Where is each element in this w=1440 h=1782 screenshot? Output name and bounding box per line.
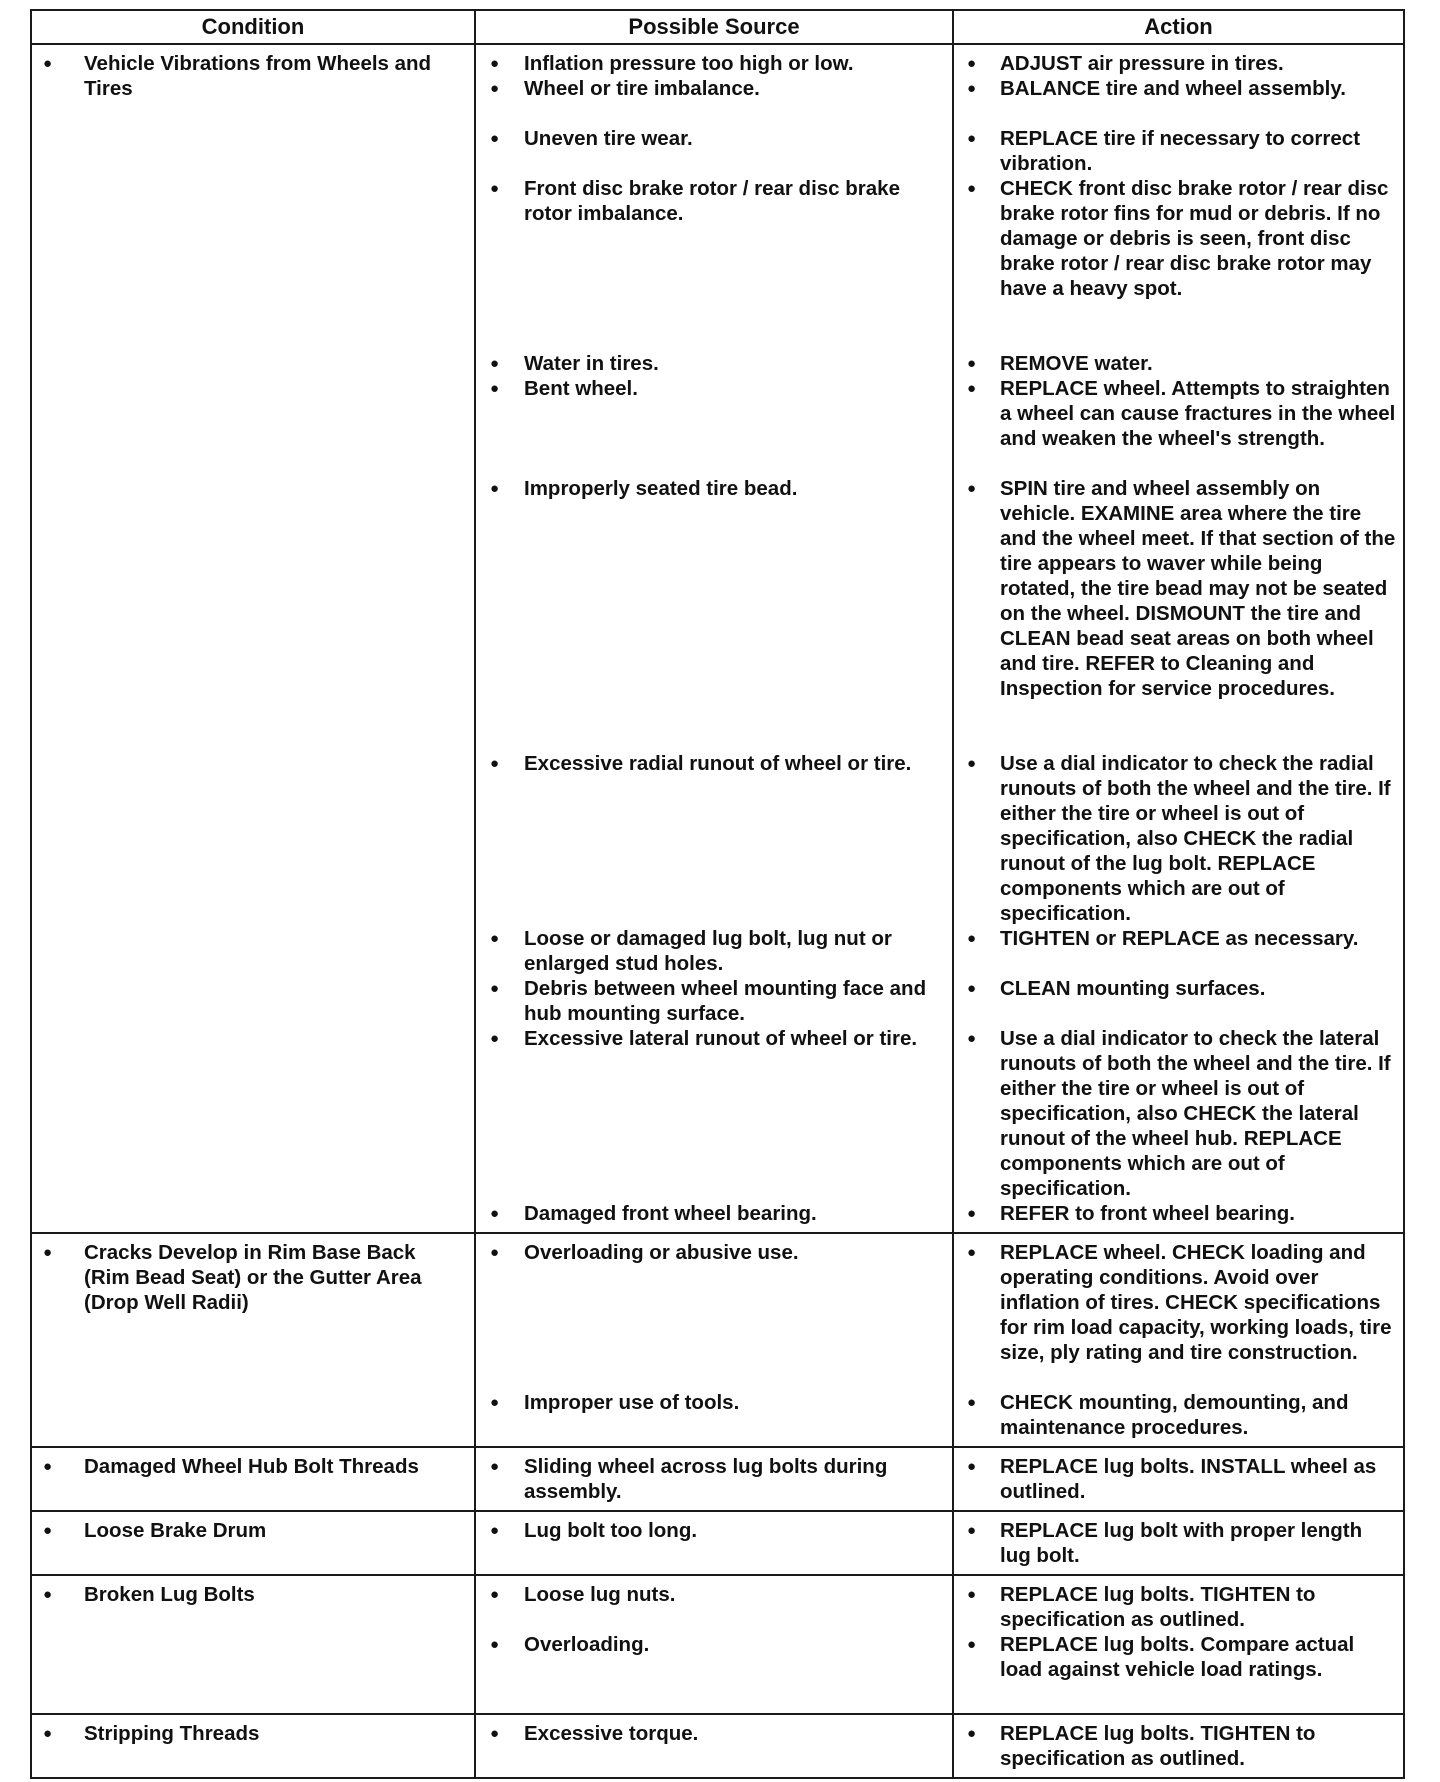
source-cell: [475, 44, 953, 1233]
condition-cell: [31, 1511, 475, 1575]
source-cell: [475, 1714, 953, 1778]
action-item: ● CLEAN mounting surfaces.: [954, 976, 1403, 1026]
table-row: [31, 1575, 1404, 1714]
action-cell: [953, 44, 1404, 1233]
source-cell: [475, 1511, 953, 1575]
condition-cell: [31, 1575, 475, 1714]
header-row: [31, 10, 1404, 44]
condition-cell: [31, 1714, 475, 1778]
table-row: [31, 1447, 1404, 1511]
source-item: ● Front disc brake rotor / rear disc brake rotor imbalance.: [476, 176, 952, 351]
source-item: ● Loose lug nuts.: [476, 1582, 952, 1632]
action-item: ● REPLACE wheel. Attempts to straighten a wheel can cause fractures in the wheel and weaken the wheel's strength.: [954, 376, 1403, 476]
source-item: ● Wheel or tire imbalance.: [476, 76, 952, 126]
action-cell: [953, 1511, 1404, 1575]
action-cell: [953, 1575, 1404, 1714]
source-item: ● Water in tires.: [476, 351, 952, 376]
action-item: ● REPLACE lug bolts. INSTALL wheel as outlined.: [954, 1454, 1403, 1504]
table-row: [31, 44, 1404, 1233]
source-item: ● Sliding wheel across lug bolts during assembly.: [476, 1454, 952, 1504]
action-item: ● CHECK mounting, demounting, and maintenance procedures.: [954, 1390, 1403, 1440]
condition-text: ● Loose Brake Drum: [32, 1518, 474, 1543]
header-condition: Condition: [31, 10, 475, 44]
source-item: ● Overloading.: [476, 1632, 952, 1707]
source-item: ● Uneven tire wear.: [476, 126, 952, 176]
action-item: ● REPLACE tire if necessary to correct vibration.: [954, 126, 1403, 176]
condition-text: ● Broken Lug Bolts: [32, 1582, 474, 1607]
action-cell: [953, 1447, 1404, 1511]
action-item: ● CHECK front disc brake rotor / rear disc brake rotor fins for mud or debris. If no damage or debris is seen, front disc brake rotor / rear disc brake rotor may have a heavy spot.: [954, 176, 1403, 351]
action-item: ● Use a dial indicator to check the radial runouts of both the wheel and the tire. If either the tire or wheel is out of specification, also CHECK the radial runout of the lug bolt. REPLACE components which are out of specification.: [954, 751, 1403, 926]
action-item: ● REPLACE lug bolt with proper length lug bolt.: [954, 1518, 1403, 1568]
condition-text: ● Damaged Wheel Hub Bolt Threads: [32, 1454, 474, 1479]
source-item: ● Excessive torque.: [476, 1721, 952, 1771]
source-item: ● Overloading or abusive use.: [476, 1240, 952, 1390]
diagnosis-table: [30, 9, 1405, 1779]
action-item: ● REPLACE lug bolts. TIGHTEN to specification as outlined.: [954, 1721, 1403, 1771]
condition-cell: [31, 1447, 475, 1511]
action-item: ● REPLACE wheel. CHECK loading and operating conditions. Avoid over inflation of tires. CHECK specifications for rim load capacity, working loads, tire size, ply rating and tire construction.: [954, 1240, 1403, 1390]
diagnosis-chart: [30, 9, 1403, 1779]
table-row: [31, 1714, 1404, 1778]
action-item: ● TIGHTEN or REPLACE as necessary.: [954, 926, 1403, 976]
source-item: ● Excessive lateral runout of wheel or tire.: [476, 1026, 952, 1201]
action-item: ● REMOVE water.: [954, 351, 1403, 376]
condition-cell: [31, 44, 475, 1233]
source-item: ● Improper use of tools.: [476, 1390, 952, 1440]
action-item: ● REFER to front wheel bearing.: [954, 1201, 1403, 1226]
source-item: ● Improperly seated tire bead.: [476, 476, 952, 751]
action-item: ● ADJUST air pressure in tires.: [954, 51, 1403, 76]
source-item: ● Debris between wheel mounting face and hub mounting surface.: [476, 976, 952, 1026]
condition-text: ● Stripping Threads: [32, 1721, 474, 1746]
source-item: ● Lug bolt too long.: [476, 1518, 952, 1568]
source-cell: [475, 1447, 953, 1511]
action-item: ● Use a dial indicator to check the lateral runouts of both the wheel and the tire. If either the tire or wheel is out of specification, also CHECK the lateral runout of the wheel hub. REPLACE components which are out of specification.: [954, 1026, 1403, 1201]
source-item: ● Excessive radial runout of wheel or tire.: [476, 751, 952, 926]
condition-text: ● Vehicle Vibrations from Wheels and Tires: [32, 51, 474, 101]
source-item: ● Bent wheel.: [476, 376, 952, 476]
condition-text: ● Cracks Develop in Rim Base Back (Rim Bead Seat) or the Gutter Area (Drop Well Radii): [32, 1240, 474, 1315]
source-item: ● Loose or damaged lug bolt, lug nut or enlarged stud holes.: [476, 926, 952, 976]
table-row: [31, 1511, 1404, 1575]
table-row: [31, 1233, 1404, 1447]
action-item: ● SPIN tire and wheel assembly on vehicle. EXAMINE area where the tire and the wheel meet. If that section of the tire appears to waver while being rotated, the tire bead may not be seated on the wheel. DISMOUNT the tire and CLEAN bead seat areas on both wheel and tire. REFER to Cleaning and Inspection for service procedures.: [954, 476, 1403, 751]
action-cell: [953, 1714, 1404, 1778]
source-cell: [475, 1575, 953, 1714]
source-item: ● Damaged front wheel bearing.: [476, 1201, 952, 1226]
action-item: ● BALANCE tire and wheel assembly.: [954, 76, 1403, 126]
action-cell: [953, 1233, 1404, 1447]
source-cell: [475, 1233, 953, 1447]
header-possible-source: Possible Source: [475, 10, 953, 44]
header-action: Action: [953, 10, 1404, 44]
action-item: ● REPLACE lug bolts. TIGHTEN to specification as outlined.: [954, 1582, 1403, 1632]
condition-cell: [31, 1233, 475, 1447]
action-item: ● REPLACE lug bolts. Compare actual load against vehicle load ratings.: [954, 1632, 1403, 1707]
source-item: ● Inflation pressure too high or low.: [476, 51, 952, 76]
